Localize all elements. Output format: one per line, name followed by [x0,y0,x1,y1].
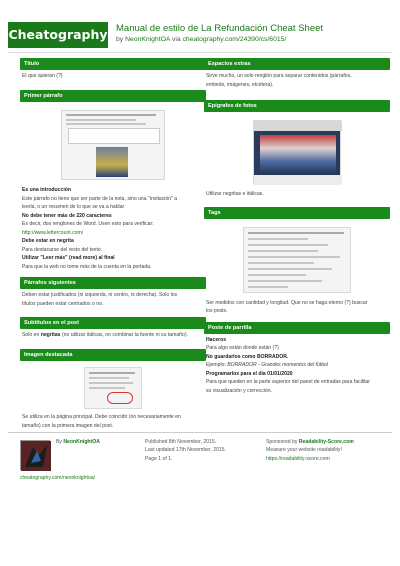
cheatography-logo[interactable]: Cheatography [8,22,108,48]
imagen-line-2: tamaño) con la primera imagen del post. [22,422,114,429]
photo-caption-screenshot [253,120,341,184]
sponsor-link[interactable]: Readability-Score.com [298,439,354,445]
author-link[interactable]: NeonKnightOA [125,36,171,43]
author-avatar[interactable] [20,440,50,470]
section-body-tags [204,219,390,316]
tags-screenshot [243,227,351,293]
ejemplo-pre: Ejemplo: [206,362,228,368]
page-subtitle [116,36,286,43]
footer-author-url[interactable] [20,474,95,482]
footer-author [56,438,100,446]
titulo-text: El que quieran (?) [22,73,63,79]
footer-author-url-link[interactable]: cheatography.com/neonknightoa/ [20,475,95,481]
sponsor-url-link[interactable]: https://readability-score.com [266,455,330,462]
sponsor-tagline: Measure your website readability! [266,447,342,454]
espacios-line-2: embeds, imágenes, etcétera). [206,81,274,88]
rule-negrita-text: Para destacarse del resto del texto. [22,246,103,253]
updated-date: Last updated 17th November, 2015. [145,447,226,454]
section-body-imagen-destacada [20,361,206,430]
programar-line-2: su visualización y corrección. [206,387,272,394]
rule-negrita-title: Debe estar en negrita [22,238,74,244]
ejemplo-text [206,361,388,370]
rule-220-title: No debe tener más de 220 caracteres [22,212,112,219]
section-body-espacios [204,70,390,100]
editor-screenshot-image [61,110,165,180]
featured-image-screenshot [84,367,142,409]
subtitulos-bold: negritas [40,332,61,338]
borrador-title: No guardarlos como BORRADOR. [206,353,289,360]
section-heading-imagen-destacada: Imagen destacada [20,349,206,361]
lettercount-link[interactable]: http://www.lettercount.com/ [22,229,84,236]
haceros-title: Haceros [206,336,227,343]
subtitulos-text [22,331,204,340]
footer-author-link[interactable]: NeonKnightOA [63,439,100,445]
published-date: Published 8th November, 2015. [145,439,217,445]
footer-divider [8,432,392,433]
tags-line-2: los posts. [206,308,228,314]
rule-leer-mas-text: Para que la web no tome más de la cuenta en la portada. [22,263,152,270]
sponsored-by-text: Sponsored by [266,439,299,445]
programar-line-1: Para que queden en la parte superior del panel de entradas para facilitar [206,379,370,385]
page-header [8,22,392,48]
section-heading-tags: Tags [204,207,390,219]
subtitulos-post: (no utilizar itálicas, no combinar la fuente ni su tamaño). [60,332,188,338]
by-text: by [116,36,126,43]
rule-220-text: Es decir, dos renglones de Word. Usen esto para verificar: [22,221,154,227]
rule-leer-mas-title: Utilizar "Leer más" (read more) al final [22,255,115,261]
section-heading-titulo: Título [20,58,206,70]
intro-line-1: Este párrafo no tiene que ser parte de la nota, sino una "invitación" a [22,195,178,202]
left-column [20,58,206,430]
right-column [204,58,390,395]
section-heading-primer-parrafo: Primer párrafo [20,90,206,102]
section-heading-espacios: Espacios extras [204,58,390,70]
section-heading-epigrafes: Epígrafes de fotos [204,100,390,112]
page-title: Manual de estilo de La Refundación Cheat Sheet [116,23,324,34]
footer-sponsor [266,438,354,463]
via-text: via [170,36,183,43]
tags-line-1: Ser medidos con cantidad y longitud. Que no se haga eterno (?) buscar [206,299,368,306]
sponsor-line [266,438,354,446]
section-heading-subtitulos: Subtítulos en el post [20,317,206,329]
section-heading-parrilla: Poste de parrilla [204,322,390,334]
section-body-parrilla [204,334,390,396]
intro-line-2: leerla, o un resumen de lo que se va a hablar [22,204,125,210]
haceros-text: Para algo están donde están (?) [206,345,279,351]
header-divider [8,52,392,53]
ejemplo-italic: BORRADOR - Grandes momentos del fútbol [227,362,329,368]
section-body-parrafos [20,289,206,317]
parrafos-line-1: Deben estar justificados (ni izquierda, ni centro, ni derecha). Solo los [22,292,178,298]
footer-by: By [56,439,64,445]
imagen-line-1: Se utiliza en la página principal. Debe coincidir (no necesariamente en [22,414,181,420]
footer-dates [145,438,226,463]
parrafos-line-2: títulos pueden estar centrados o no. [22,300,104,307]
section-body-epigrafes [204,112,390,199]
subtitulos-pre: Solo en [22,332,41,338]
espacios-line-1: Sirve mucho, un solo renglón para separar contenidos (párrafos, [206,73,352,79]
sheet-url-link[interactable]: cheatography.com/24390/cs/6015/ [182,36,287,43]
section-heading-parrafos: Párrafos siguientes [20,277,206,289]
intro-title: Es una introducción [22,187,71,193]
epigrafes-text: Utilizar negritas e itálicas. [206,191,264,197]
section-body-titulo [20,70,206,90]
section-body-subtitulos [20,329,206,349]
page-count: Page 1 of 1. [145,455,173,462]
programar-title: Programarlos para el día 01/01/2020 [206,370,293,377]
section-body-primer-parrafo [20,102,206,271]
